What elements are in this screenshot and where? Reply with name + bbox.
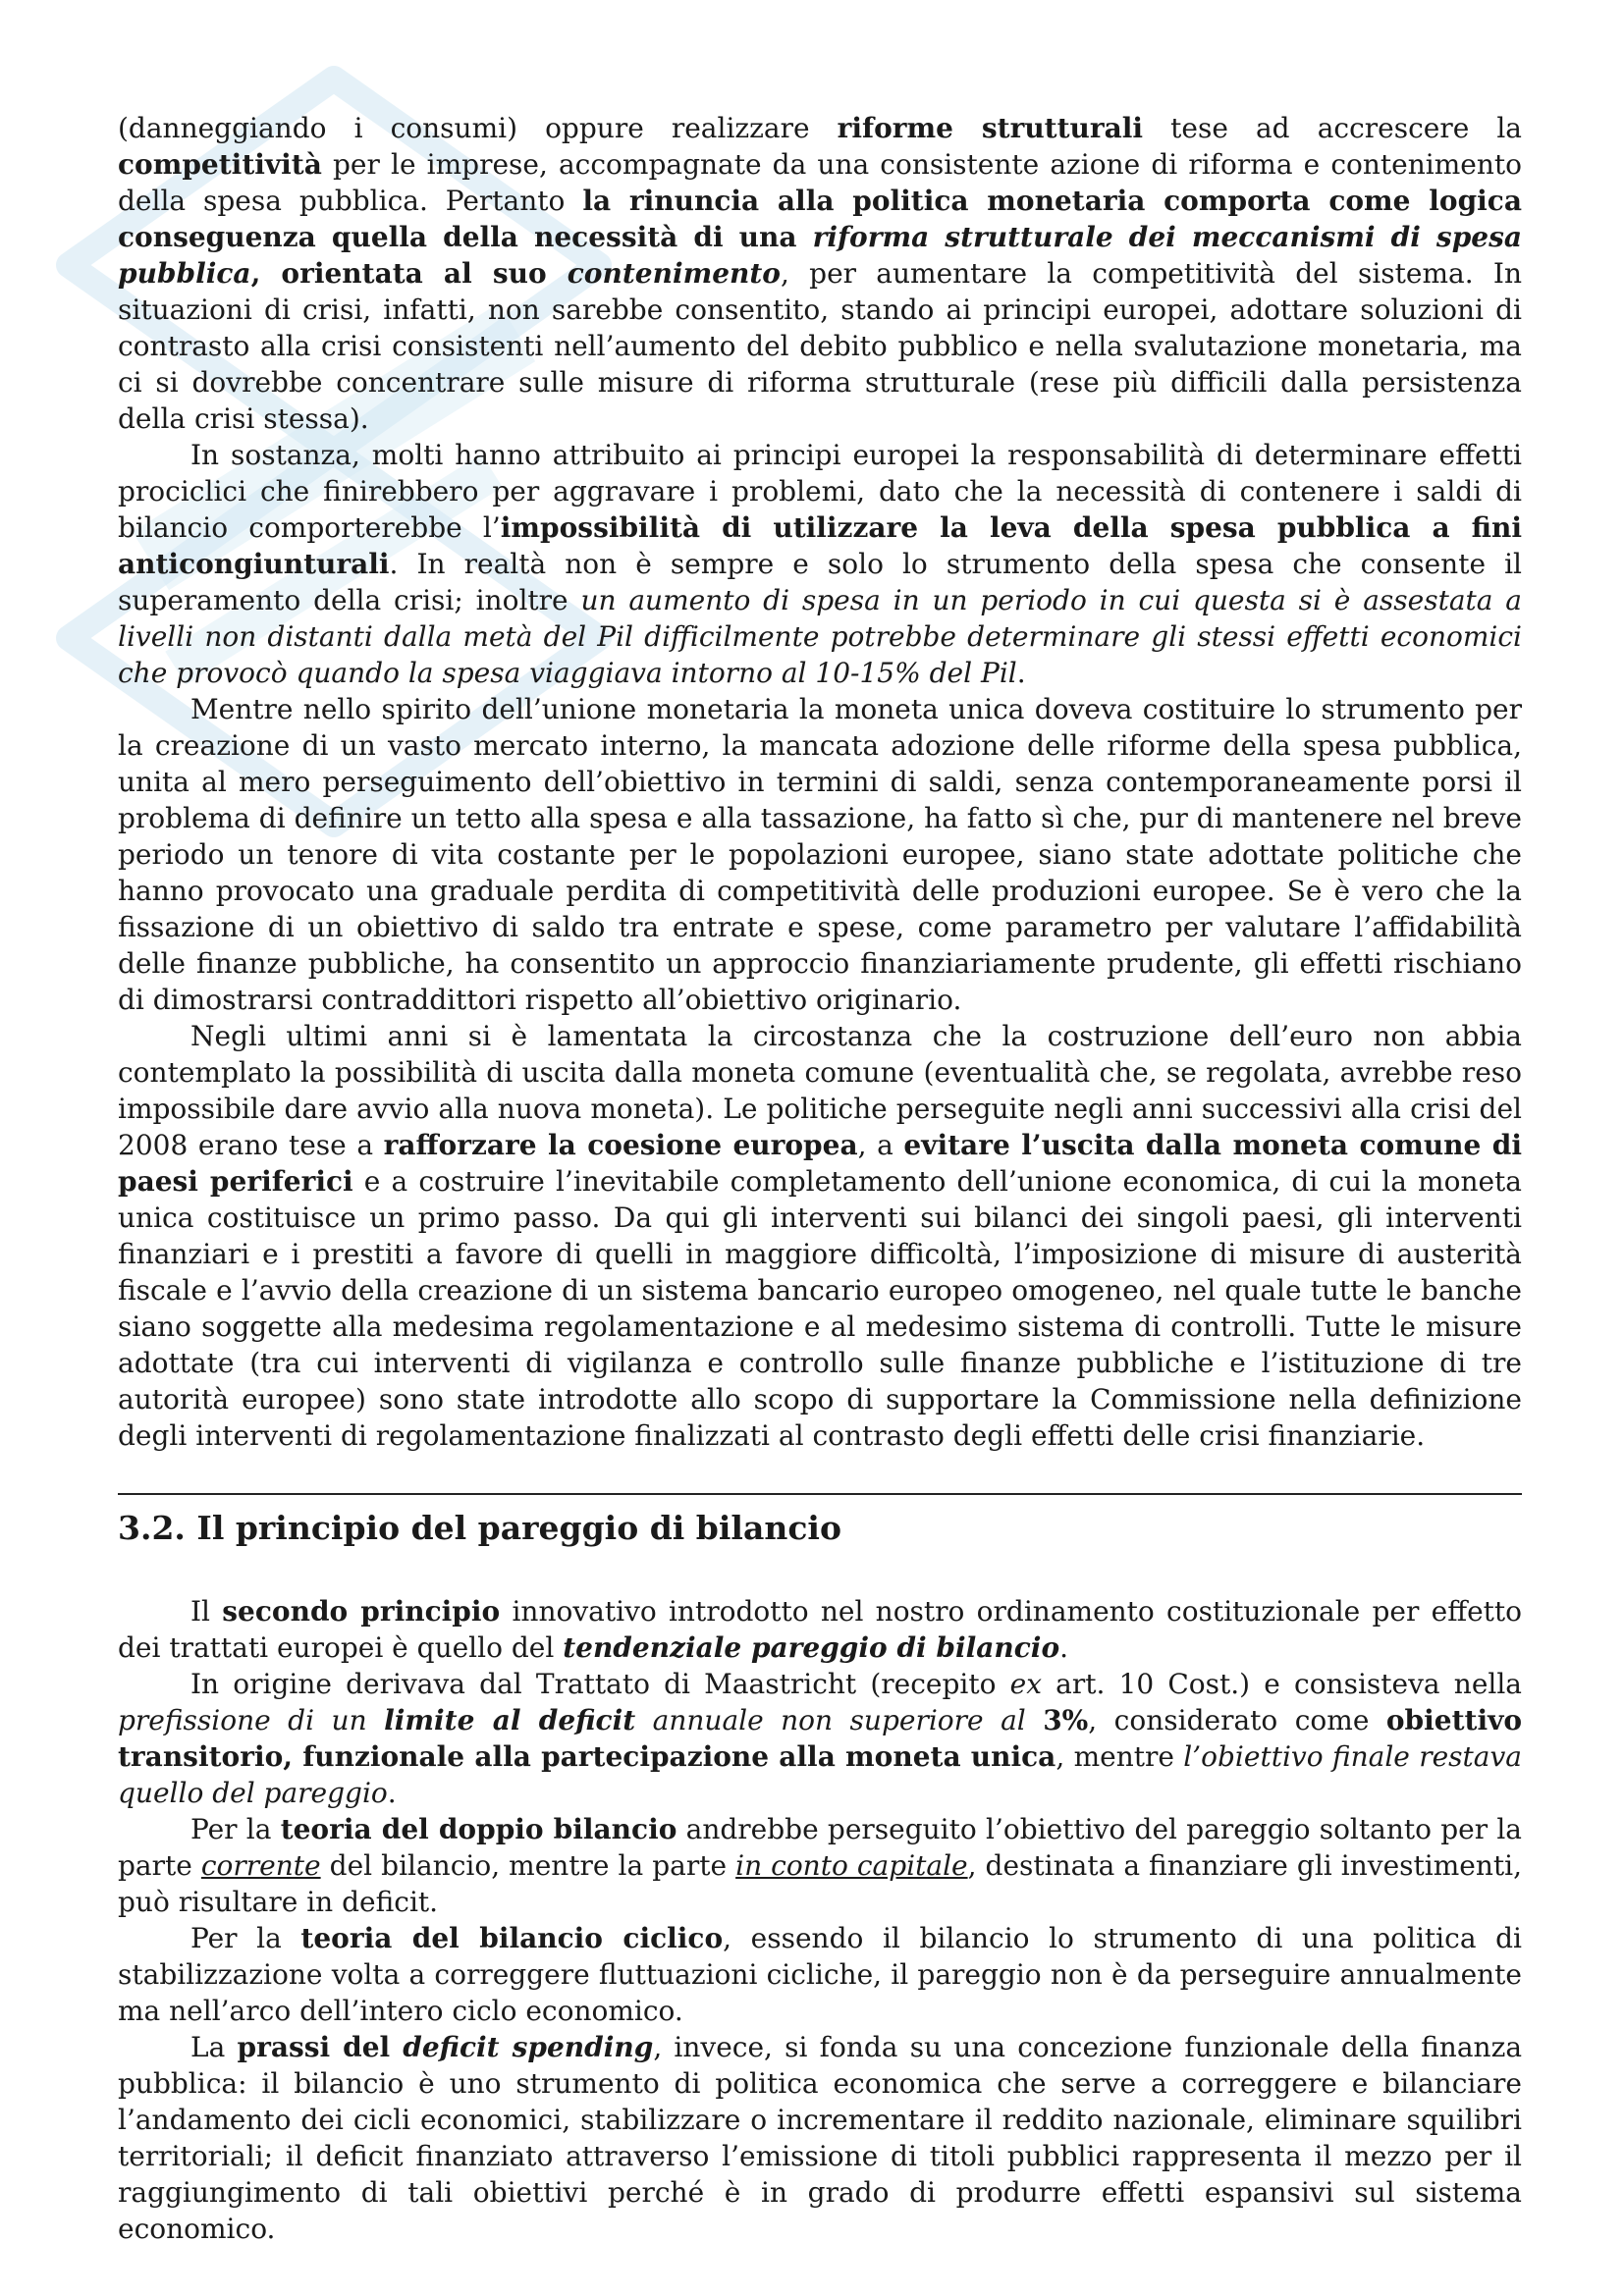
- bold-text: prassi del: [237, 2031, 404, 2063]
- section-paragraph-2: In origine derivava dal Trattato di Maastricht (recepito ex art. 10 Cost.) e consisteva nella prefissione di un limite al deficit annuale non superiore al 3%, considerato come obiettivo transitorio, funzionale alla partecipazione alla moneta unica, mentre l’obiettivo finale restava quello del pareggio.: [118, 1668, 1523, 1809]
- bold-italic-text: deficit spending: [403, 2031, 654, 2063]
- italic-underlined-text: corrente: [200, 1849, 321, 1882]
- section-paragraph-4: Per la teoria del bilancio ciclico, essendo il bilancio lo strumento di una politica di stabilizzazione volta a correggere fluttuazioni cicliche, il pareggio non è da perseguire annualmente ma nell’arco dell’intero ciclo economico.: [118, 1922, 1522, 2027]
- italic-underlined-text: in conto capitale: [735, 1849, 968, 1882]
- italic-text: annuale non superiore al: [635, 1704, 1044, 1736]
- bold-text: evitare l’uscita dalla moneta comune di paesi periferici: [118, 1129, 1523, 1198]
- page-content: [118, 110, 1522, 2247]
- italic-text: l’obiettivo finale restava quello del pareggio: [118, 1740, 1522, 1809]
- bold-text: secondo principio: [222, 1595, 501, 1628]
- section-paragraph-3: Per la teoria del doppio bilancio andrebbe perseguito l’obiettivo del pareggio soltanto per la parte corrente del bilancio, mentre la parte in conto capitale, destinata a finanziare gli investimenti, può risultare in deficit.: [118, 1813, 1522, 1918]
- bold-text: competitività: [118, 148, 322, 181]
- paragraph-3: Mentre nello spirito dell’unione monetaria la moneta unica doveva costituire lo strumento per la creazione di un vasto mercato interno, la mancata adozione delle riforme della spesa pubblica, unita al mero perseguimento dell’obiettivo in termini di saldi, senza contemporaneamente porsi il problema di definire un tetto alla spesa e alla tassazione, ha fatto sì che, pur di mantenere nel breve periodo un tenore di vita costante per le popolazioni europee, siano state adottate politiche che hanno provocato una graduale perdita di competitività delle produzioni europee. Se è vero che la fissazione di un obiettivo di saldo tra entrate e spese, come parametro per valutare l’affidabilità delle finanze pubbliche, ha consentito un approccio finanziariamente prudente, gli effetti rischiano di dimostrarsi contraddittori rispetto all’obiettivo originario.: [118, 693, 1522, 1016]
- bold-text: , orientata al suo: [250, 257, 568, 290]
- paragraph-2: In sostanza, molti hanno attribuito ai principi europei la responsabilità di determinare effetti prociclici che finirebbero per aggravare i problemi, dato che la necessità di contenere i saldi di bilancio comporterebbe l’impossibilità di utilizzare la leva della spesa pubblica a fini anticongiunturali. In realtà non è sempre e solo lo strumento della spesa che consente il superamento della crisi; inoltre un aumento di spesa in un periodo in cui questa si è assestata a livelli non distanti dalla metà del Pil difficilmente potrebbe determinare gli stessi effetti economici che provocò quando la spesa viaggiava intorno al 10-15% del Pil.: [118, 439, 1522, 689]
- bold-italic-text: contenimento: [567, 257, 781, 290]
- bold-text: impossibilità di utilizzare la leva della spesa pubblica a fini anticongiunturali: [118, 511, 1522, 580]
- paragraph-1: (danneggiando i consumi) oppure realizzare riforme strutturali tese ad accrescere la competitività per le imprese, accompagnate da una consistente azione di riforma e contenimento della spesa pubblica. Pertanto la rinuncia alla politica monetaria comporta come logica conseguenza quella della necessità di una riforma strutturale dei meccanismi di spesa pubblica, orientata al suo contenimento, per aumentare la competitività del sistema. In situazioni di crisi, infatti, non sarebbe consentito, stando ai principi europei, adottare soluzioni di contrasto alla crisi consistenti nell’aumento del debito pubblico e nella svalutazione monetaria, ma ci si dovrebbe concentrare sulle misure di riforma strutturale (rese più difficili dalla persistenza della crisi stessa).: [118, 112, 1523, 435]
- bold-italic-text: tendenziale pareggio di bilancio: [563, 1631, 1060, 1664]
- bold-italic-text: limite al deficit: [384, 1704, 636, 1736]
- bold-text: rafforzare la coesione europea: [383, 1129, 858, 1161]
- bold-italic-text: riforma strutturale dei meccanismi di spesa pubblica: [118, 221, 1522, 290]
- section-paragraph-1: Il secondo principio innovativo introdotto nel nostro ordinamento costituzionale per effetto dei trattati europei è quello del tendenziale pareggio di bilancio.: [118, 1595, 1523, 1664]
- italic-text: un aumento di spesa in un periodo in cui questa si è assestata a livelli non distanti dalla metà del Pil difficilmente potrebbe determinare gli stessi effetti economici che provocò quando la spesa viaggiava intorno al 10-15% del Pil: [118, 584, 1522, 689]
- section-paragraph-5: La prassi del deficit spending, invece, si fonda su una concezione funzionale della finanza pubblica: il bilancio è uno strumento di politica economica che serve a correggere e bilanciare l’andamento dei cicli economici, stabilizzare o incrementare il reddito nazionale, eliminare squilibri territoriali; il deficit finanziato attraverso l’emissione di titoli pubblici rappresenta il mezzo per il raggiungimento di tali obiettivi perché è in grado di produrre effetti espansivi sul sistema economico.: [118, 2031, 1523, 2245]
- italic-text: ex: [1009, 1668, 1042, 1700]
- bold-text: teoria del bilancio ciclico: [300, 1922, 724, 1954]
- bold-text: la rinuncia alla politica monetaria comporta come logica conseguenza quella della necessità di una: [118, 185, 1522, 253]
- bold-text: riforme strutturali: [837, 112, 1144, 144]
- bold-text: teoria del doppio bilancio: [280, 1813, 677, 1845]
- section-title: 3.2. Il principio del pareggio di bilancio: [118, 1509, 841, 1547]
- italic-text: prefissione di un: [118, 1704, 385, 1736]
- section-divider: [118, 1493, 1522, 1495]
- bold-text: 3%: [1043, 1704, 1089, 1736]
- bold-text: obiettivo transitorio, funzionale alla partecipazione alla moneta unica: [118, 1704, 1523, 1773]
- paragraph-4: Negli ultimi anni si è lamentata la circostanza che la costruzione dell’euro non abbia contemplato la possibilità di uscita dalla moneta comune (eventualità che, se regolata, avrebbe reso impossibile dare avvio alla nuova moneta). Le politiche perseguite negli anni successivi alla crisi del 2008 erano tese a rafforzare la coesione europea, a evitare l’uscita dalla moneta comune di paesi periferici e a costruire l’inevitabile completamento dell’unione economica, di cui la moneta unica costituisce un primo passo. Da qui gli interventi sui bilanci dei singoli paesi, gli interventi finanziari e i prestiti a favore di quelli in maggiore difficoltà, l’imposizione di misure di austerità fiscale e l’avvio della creazione di un sistema bancario europeo omogeneo, nel quale tutte le banche siano soggette alla medesima regolamentazione e al medesimo sistema di controlli. Tutte le misure adottate (tra cui interventi di vigilanza e controllo sulle finanze pubbliche e l’istituzione di tre autorità europee) sono state introdotte allo scopo di supportare la Commissione nella definizione degli interventi di regolamentazione finalizzati al contrasto degli effetti delle crisi finanziarie.: [118, 1020, 1523, 1452]
